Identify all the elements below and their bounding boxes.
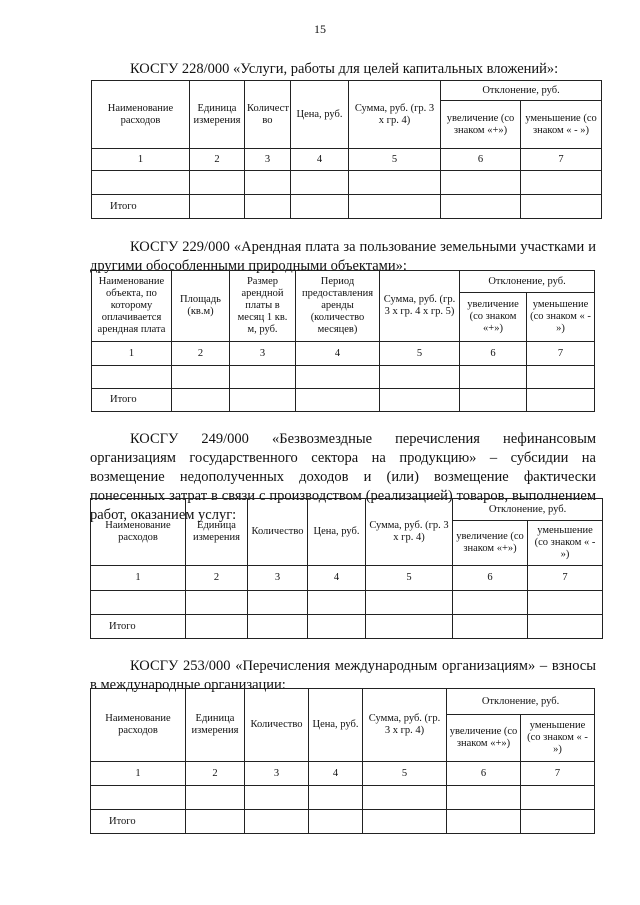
header-cell: Наименование объекта, по которому оплачивается арендная плата xyxy=(92,271,172,342)
empty-cell xyxy=(248,615,308,639)
empty-cell xyxy=(460,389,527,412)
column-number: 1 xyxy=(91,762,186,786)
header-cell: Размер арендной платы в месяц 1 кв. м, руб. xyxy=(230,271,296,342)
empty-cell xyxy=(309,810,363,834)
column-number: 2 xyxy=(172,342,230,366)
empty-cell xyxy=(91,591,186,615)
column-number: 6 xyxy=(460,342,527,366)
column-number: 3 xyxy=(230,342,296,366)
empty-cell xyxy=(186,810,245,834)
header-cell: Наименование расходов xyxy=(91,689,186,762)
empty-cell xyxy=(91,786,186,810)
header-cell: Период предоставления аренды (количество месяцев) xyxy=(296,271,380,342)
empty-cell xyxy=(309,786,363,810)
header-cell: увеличение (со знаком «+») xyxy=(441,101,521,149)
header-cell: уменьшение (со знаком « - ») xyxy=(521,101,602,149)
header-cell: Единица измерения xyxy=(186,499,248,566)
header-cell: Отклонение, руб. xyxy=(460,271,595,293)
column-number: 4 xyxy=(291,149,349,171)
column-number: 7 xyxy=(527,342,595,366)
header-cell: Количество xyxy=(245,689,309,762)
column-number: 5 xyxy=(380,342,460,366)
empty-cell xyxy=(92,171,190,195)
section-title-text: КОСГУ 229/000 «Арендная плата за пользование земельными участками и другими обособленными природными объектами»: xyxy=(90,239,596,274)
empty-cell xyxy=(248,591,308,615)
empty-cell xyxy=(521,171,602,195)
column-number: 1 xyxy=(91,566,186,591)
column-number: 5 xyxy=(349,149,441,171)
header-cell: Наименование расходов xyxy=(92,81,190,149)
column-number: 4 xyxy=(296,342,380,366)
header-cell: уменьшение (со знаком « - ») xyxy=(528,521,603,566)
column-number: 6 xyxy=(453,566,528,591)
table-kosgu-253 xyxy=(90,688,595,834)
total-label: Итого xyxy=(92,195,190,219)
section-228-title xyxy=(90,60,596,79)
column-number: 3 xyxy=(248,566,308,591)
column-number: 7 xyxy=(521,149,602,171)
empty-cell xyxy=(186,786,245,810)
header-cell: увеличение (со знаком «+») xyxy=(453,521,528,566)
column-number: 1 xyxy=(92,149,190,171)
header-cell: увеличение (со знаком «+») xyxy=(447,715,521,762)
empty-cell xyxy=(190,195,245,219)
empty-cell xyxy=(441,195,521,219)
empty-cell xyxy=(308,615,366,639)
header-cell: Количест во xyxy=(245,81,291,149)
empty-cell xyxy=(349,195,441,219)
header-cell: Площадь (кв.м) xyxy=(172,271,230,342)
header-cell: Цена, руб. xyxy=(308,499,366,566)
empty-cell xyxy=(230,366,296,389)
column-number: 1 xyxy=(92,342,172,366)
section-title-text: КОСГУ 249/000 «Безвозмездные перечисления нефинансовым организациям государственного сектора на продукцию» – субсидии на возмещение недополученных доходов и (или) возмещение фактически понесенных затрат в связи с производством (реализацией) товаров, выполнением работ, оказанием услуг: xyxy=(90,431,596,523)
total-label: Итого xyxy=(91,810,186,834)
empty-cell xyxy=(245,195,291,219)
empty-cell xyxy=(441,171,521,195)
empty-cell xyxy=(186,591,248,615)
empty-cell xyxy=(245,171,291,195)
empty-cell xyxy=(363,810,447,834)
header-cell: Сумма, руб. (гр. 3 х гр. 4) xyxy=(349,81,441,149)
empty-cell xyxy=(349,171,441,195)
column-number: 3 xyxy=(245,762,309,786)
table-kosgu-249 xyxy=(90,498,603,639)
empty-cell xyxy=(380,389,460,412)
header-cell: уменьшение (со знаком « - ») xyxy=(521,715,595,762)
empty-cell xyxy=(190,171,245,195)
column-number: 5 xyxy=(366,566,453,591)
header-cell: уменьшение (со знаком « - ») xyxy=(527,293,595,342)
empty-cell xyxy=(172,366,230,389)
empty-cell xyxy=(453,591,528,615)
header-cell: Сумма, руб. (гр. 3 х гр. 4) xyxy=(363,689,447,762)
empty-cell xyxy=(521,195,602,219)
empty-cell xyxy=(291,195,349,219)
column-number: 4 xyxy=(309,762,363,786)
header-cell: Сумма, руб. (гр. 3 х гр. 4) xyxy=(366,499,453,566)
empty-cell xyxy=(521,810,595,834)
empty-cell xyxy=(245,810,309,834)
header-cell: Количество xyxy=(248,499,308,566)
empty-cell xyxy=(92,366,172,389)
empty-cell xyxy=(230,389,296,412)
empty-cell xyxy=(453,615,528,639)
empty-cell xyxy=(296,389,380,412)
header-cell: увеличение (со знаком «+») xyxy=(460,293,527,342)
section-title-text: КОСГУ 253/000 «Перечисления международным организациям» – взносы в международные организации: xyxy=(90,658,596,693)
empty-cell xyxy=(308,591,366,615)
empty-cell xyxy=(527,366,595,389)
total-label: Итого xyxy=(92,389,172,412)
empty-cell xyxy=(447,786,521,810)
empty-cell xyxy=(380,366,460,389)
empty-cell xyxy=(527,389,595,412)
section-title-text: КОСГУ 228/000 «Услуги, работы для целей капитальных вложений»: xyxy=(130,61,559,77)
empty-cell xyxy=(460,366,527,389)
column-number: 5 xyxy=(363,762,447,786)
column-number: 2 xyxy=(186,566,248,591)
header-cell: Отклонение, руб. xyxy=(447,689,595,715)
column-number: 6 xyxy=(441,149,521,171)
header-cell: Единица измерения xyxy=(186,689,245,762)
empty-cell xyxy=(172,389,230,412)
table-kosgu-228 xyxy=(91,80,602,219)
header-cell: Сумма, руб. (гр. 3 х гр. 4 х гр. 5) xyxy=(380,271,460,342)
empty-cell xyxy=(291,171,349,195)
empty-cell xyxy=(363,786,447,810)
header-cell: Единица измерения xyxy=(190,81,245,149)
empty-cell xyxy=(366,615,453,639)
column-number: 2 xyxy=(186,762,245,786)
header-cell: Цена, руб. xyxy=(291,81,349,149)
column-number: 7 xyxy=(528,566,603,591)
header-cell: Отклонение, руб. xyxy=(441,81,602,101)
empty-cell xyxy=(528,591,603,615)
column-number: 2 xyxy=(190,149,245,171)
empty-cell xyxy=(447,810,521,834)
empty-cell xyxy=(296,366,380,389)
empty-cell xyxy=(186,615,248,639)
empty-cell xyxy=(521,786,595,810)
column-number: 6 xyxy=(447,762,521,786)
table-kosgu-229 xyxy=(91,270,595,412)
page-number: 15 xyxy=(314,22,326,36)
header-cell: Цена, руб. xyxy=(309,689,363,762)
empty-cell xyxy=(245,786,309,810)
column-number: 4 xyxy=(308,566,366,591)
empty-cell xyxy=(528,615,603,639)
total-label: Итого xyxy=(91,615,186,639)
column-number: 3 xyxy=(245,149,291,171)
empty-cell xyxy=(366,591,453,615)
header-cell: Наименование расходов xyxy=(91,499,186,566)
header-cell: Отклонение, руб. xyxy=(453,499,603,521)
column-number: 7 xyxy=(521,762,595,786)
